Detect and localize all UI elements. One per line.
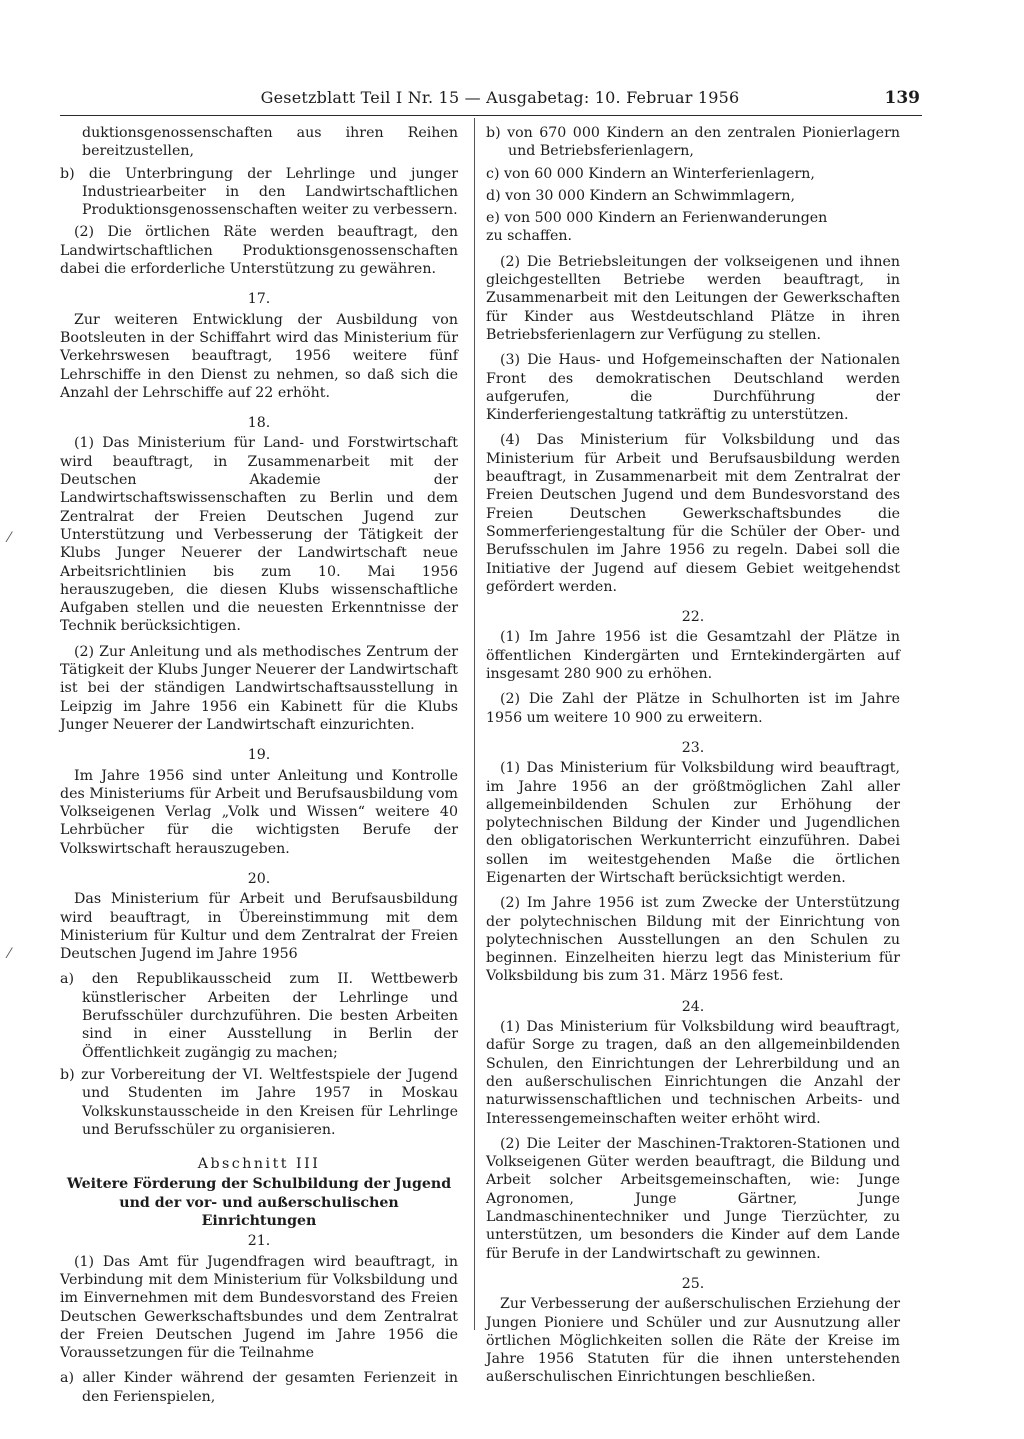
paragraph: (2) Im Jahre 1956 ist zum Zwecke der Unterstützung der polytechnischen Bildung mit der Einrichtung von polytechnischen Ausstellungen an den Schulen zu beginnen. Einzelheiten hierzu legt das Ministerium für Volksbildung bis zum 31. März 1956 fest. xyxy=(486,895,900,985)
section-number: 22. xyxy=(681,609,705,626)
header-title: Gesetzblatt Teil I Nr. 15 — Ausgabetag: 10. Februar 1956 xyxy=(260,88,740,107)
paragraph: (2) Die Betriebsleitungen der volkseigenen und ihnen gleichgestellten Betriebe werden beauftragt, in Zusammenarbeit mit den Leitungen der Gewerkschaften für Kinder aus Westdeutschland Plätze in ihren Betriebsferienlagern zur Verfügung zu stellen. xyxy=(486,253,900,343)
paragraph: (1) Das Ministerium für Volksbildung wird beauftragt, dafür Sorge zu tragen, daß an den allgemeinbildenden Schulen, den Einrichtungen der Lehrerbildung und an den außerschulischen Einrichtungen die Anzahl der naturwissenschaftlichen und technischen Arbeits- und Interessengemeinschaften weiter erhöht wird. xyxy=(486,1019,900,1127)
list-item: c) von 60 000 Kindern an Winterferienlagern, xyxy=(486,165,815,182)
paragraph: Im Jahre 1956 sind unter Anleitung und Kontrolle des Ministeriums für Arbeit und Berufsausbildung vom Volkseigenen Verlag „Volk und Wissen“ weitere 40 Lehrbücher für die wichtigsten Berufe der Volkswirtschaft herauszugeben. xyxy=(60,767,458,857)
section-number: 20. xyxy=(247,870,271,887)
paragraph: (2) Zur Anleitung und als methodisches Zentrum der Tätigkeit der Klubs Junger Neuerer der Landwirtschaft ist bei der ständigen Landwirtschaftsausstellung in Leipzig im Jahre 1956 ein Kabinett für die Klubs Junger Neuerer der Landwirtschaft einzurichten. xyxy=(60,643,458,733)
list-item: b) von 670 000 Kindern an den zentralen Pionierlagern und Betriebsferienlagern, xyxy=(486,125,900,160)
right-column xyxy=(486,124,900,1394)
paragraph: (1) Im Jahre 1956 ist die Gesamtzahl der Plätze in öffentlichen Kindergärten und Erntekindergärten auf insgesamt 280 900 zu erhöhen. xyxy=(486,629,900,683)
section-number: 21. xyxy=(247,1233,271,1250)
section-subtitle: Weitere Förderung der Schulbildung der Jugend und der vor- und außerschulischen Einrichtungen xyxy=(66,1176,452,1230)
section-number: 19. xyxy=(247,747,271,764)
page-number: 139 xyxy=(884,88,920,108)
paragraph: zu schaffen. xyxy=(486,228,573,245)
section-number: 24. xyxy=(681,998,705,1015)
page-header xyxy=(60,88,920,114)
list-item: d) von 30 000 Kindern an Schwimmlagern, xyxy=(486,187,796,204)
paragraph: (1) Das Amt für Jugendfragen wird beauftragt, in Verbindung mit dem Ministerium für Volksbildung und im Einvernehmen mit dem Bundesvorstand des Freien Deutschen Gewerkschaftsbundes und dem Zentralrat der Freien Deutschen Jugend im Jahre 1956 die Voraussetzungen für die Teilnahme xyxy=(60,1253,458,1362)
left-column xyxy=(60,124,458,1410)
list-item: e) von 500 000 Kindern an Ferienwanderungen xyxy=(486,210,828,227)
margin-mark: ⁄ xyxy=(8,946,11,962)
list-item: b) zur Vorbereitung der VI. Weltfestspiele der Jugend und Studenten im Jahre 1957 in Moskau Volkskunstausscheide in den Kreisen für Lehrlinge und Berufsschüler zu organisieren. xyxy=(60,1066,458,1138)
paragraph: (3) Die Haus- und Hofgemeinschaften der Nationalen Front des demokratischen Deutschland werden aufgerufen, die Durchführung der Kinderferiengestaltung tatkräftig zu unterstützen. xyxy=(486,352,900,424)
section-number: 23. xyxy=(681,739,705,756)
paragraph: duktionsgenossenschaften aus ihren Reihen bereitzustellen, xyxy=(82,125,458,160)
list-item: a) aller Kinder während der gesamten Ferienzeit in den Ferienspielen, xyxy=(60,1370,458,1405)
section-number: 25. xyxy=(681,1275,705,1292)
margin-mark: ⁄ xyxy=(8,530,11,546)
paragraph: (4) Das Ministerium für Volksbildung und das Ministerium für Arbeit und Berufsausbildung werden beauftragt, in Zusammenarbeit mit dem Zentralrat der Freien Deutschen Jugend und dem Bundesvorstand des Freien Deutschen Gewerkschaftsbundes die Sommerferiengestaltung für die Schüler der Ober- und Berufsschulen im Jahre 1956 zu regeln. Dabei soll die Initiative der Jugend auf diesem Gebiet weitgehendst gefördert werden. xyxy=(486,432,900,595)
section-number: 17. xyxy=(247,291,271,308)
paragraph: (1) Das Ministerium für Volksbildung wird beauftragt, im Jahre 1956 an der größtmöglichen Zahl aller allgemeinbildenden Schulen zur Erhöhung der polytechnischen Bildung der Kinder und Jugendlichen den obligatorischen Werkunterricht einzuführen. Dabei sollen im weitestgehenden Maße die örtlichen Eigenarten der Wirtschaft berücksichtigt werden. xyxy=(486,760,900,886)
column-divider xyxy=(474,118,475,1330)
list-item: b) die Unterbringung der Lehrlinge und junger Industriearbeiter in den Landwirtschaftlichen Produktionsgenossenschaften weiter zu verbessern. xyxy=(60,165,458,219)
paragraph: (2) Die Zahl der Plätze in Schulhorten ist im Jahre 1956 um weitere 10 900 zu erweitern. xyxy=(486,691,900,726)
paragraph: Zur Verbesserung der außerschulischen Erziehung der Jungen Pioniere und Schüler und zur Ausnutzung aller örtlichen Möglichkeiten sollen die Räte der Kreise im Jahre 1956 Statuten für die ihnen unterstehenden außerschulischen Einrichtungen beschließen. xyxy=(486,1296,900,1386)
paragraph: Zur weiteren Entwicklung der Ausbildung von Bootsleuten in der Schiffahrt wird das Ministerium für Verkehrswesen beauftragt, 1956 weitere fünf Lehrschiffe in den Dienst zu nehmen, so daß sich die Anzahl der Lehrschiffe auf 22 erhöht. xyxy=(60,311,458,401)
header-rule xyxy=(60,115,922,116)
paragraph: (2) Die Leiter der Maschinen-Traktoren-Stationen und Volkseigenen Güter werden beauftragt, die Bildung und Arbeit solcher Arbeitsgemeinschaften, wie: Junge Agronomen, Junge Gärtner, Junge Landmaschinentechniker und Junge Tierzüchter, zu unterstützen, um besonders die Kinder auf dem Lande für Berufe in der Landwirtschaft zu gewinnen. xyxy=(486,1135,900,1262)
section-title: Abschnitt III xyxy=(197,1156,321,1173)
paragraph: Das Ministerium für Arbeit und Berufsausbildung wird beauftragt, in Übereinstimmung mit dem Ministerium für Kultur und dem Zentralrat der Freien Deutschen Jugend im Jahre 1956 xyxy=(60,891,458,963)
paragraph: (2) Die örtlichen Räte werden beauftragt, den Landwirtschaftlichen Produktionsgenossenschaften dabei die erforderliche Unterstützung zu gewähren. xyxy=(60,224,458,278)
paragraph: (1) Das Ministerium für Land- und Forstwirtschaft wird beauftragt, in Zusammenarbeit mit der Deutschen Akademie der Landwirtschaftswissenschaften zu Berlin und dem Zentralrat der Freien Deutschen Jugend zur Unterstützung und Verbesserung der Tätigkeit der Klubs Junger Neuerer der Landwirtschaft neue Arbeitsrichtlinien bis zum 10. Mai 1956 herauszugeben, die diesen Klubs wissenschaftliche Aufgaben stellen und die neuesten Erkenntnisse der Technik berücksichtigen. xyxy=(60,435,458,635)
section-number: 18. xyxy=(247,415,271,432)
list-item: a) den Republikausscheid zum II. Wettbewerb künstlerischer Arbeiten der Lehrlinge und Berufsschüler durchzuführen. Die besten Arbeiten sind in einer Ausstellung in Berlin der Öffentlichkeit zugängig zu machen; xyxy=(60,971,458,1061)
